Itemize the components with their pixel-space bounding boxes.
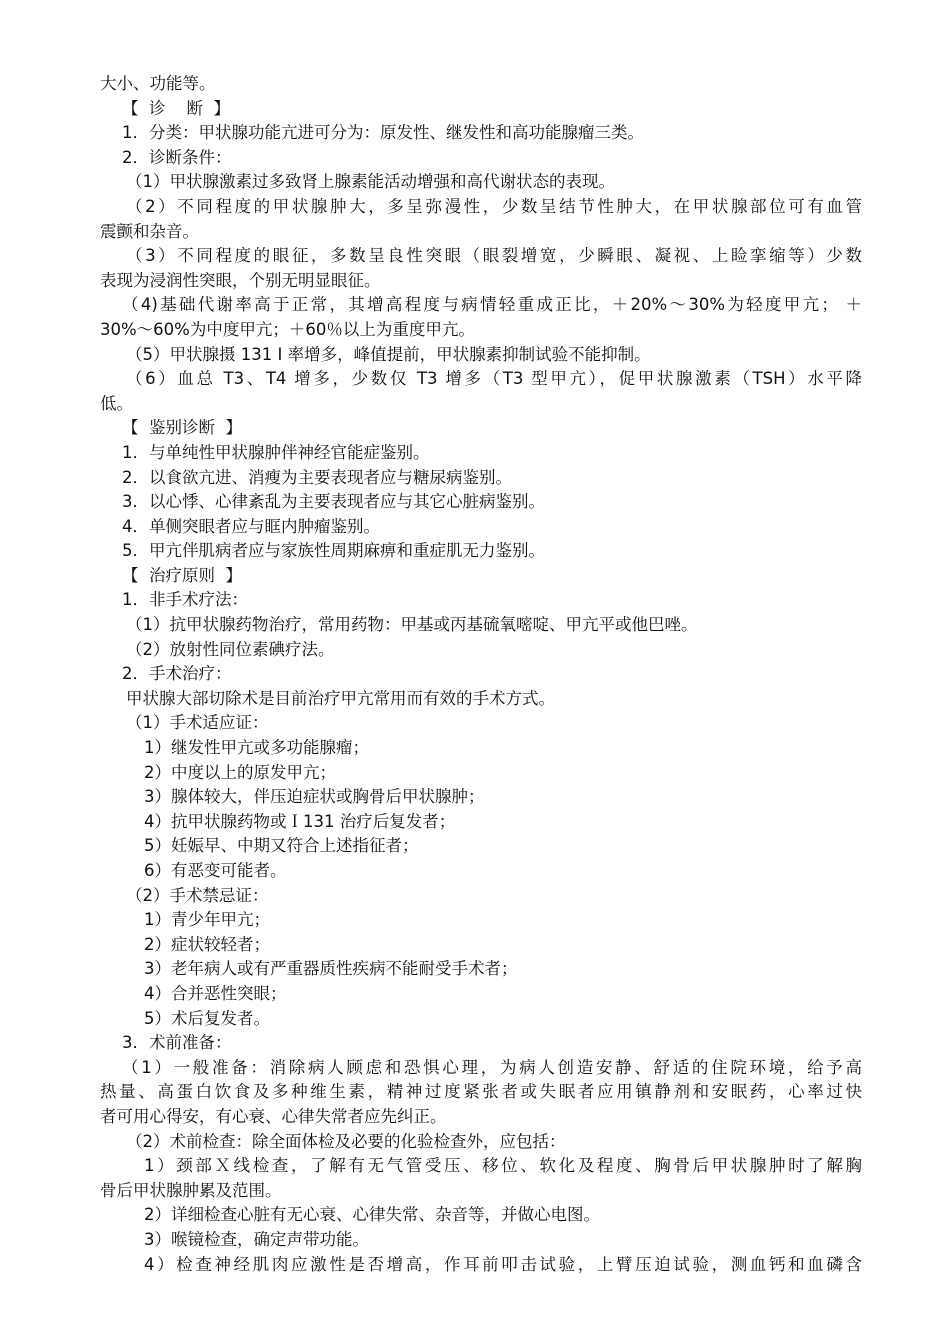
text-line: 3）喉镜检查，确定声带功能。 [144,1229,369,1249]
text-line: 1）青少年甲亢； [144,910,270,930]
text-line: 【 鉴别诊断 】 [122,418,242,438]
text-line: 1）颈部Ｘ线检查，了解有无气管受压、移位、软化及程度、胸骨后甲状腺肿时了解胸 [144,1156,862,1176]
text-line: 2．以食欲亢进、消瘦为主要表现者应与糖尿病鉴别。 [122,467,512,487]
text-line: 者可用心得安，有心衰、心律失常者应先纠正。 [100,1106,447,1126]
text-line: 2．手术治疗： [122,664,232,684]
text-line: 3．以心悸、心律紊乱为主要表现者应与其它心脏病鉴别。 [122,492,545,512]
text-line: 大小、功能等。 [100,74,216,93]
text-line: 热量、高蛋白饮食及多种维生素，精神过度紧张者或失眠者应用镇静剂和安眠药，心率过快 [100,1082,862,1102]
text-line: 5．甲亢伴肌病者应与家族性周期麻痹和重症肌无力鉴别。 [122,541,545,561]
text-line: 甲状腺大部切除术是目前治疗甲亢常用而有效的手术方式。 [126,688,555,708]
text-line: 3）老年病人或有严重器质性疾病不能耐受手术者； [144,959,518,979]
text-line: （5）甲状腺摄 131 I 率增多，峰值提前，甲状腺素抑制试验不能抑制。 [126,344,651,364]
text-line: 30%～60%为中度甲亢；＋60％以上为重度甲亢。 [100,319,475,339]
text-line: 1．非手术疗法： [122,590,248,610]
text-line: 1．分类：甲状腺功能亢进可分为：原发性、继发性和高功能腺瘤三类。 [122,123,644,143]
text-line: 【 诊 断 】 [122,98,230,118]
text-line: （2）不同程度的甲状腺肿大，多呈弥漫性，少数呈结节性肿大，在甲状腺部位可有血管 [126,196,862,216]
text-line: 1）继发性甲亢或多功能腺瘤； [144,738,369,758]
text-line: 3）腺体较大，伴压迫症状或胸骨后甲状腺肿； [144,787,485,807]
text-line: （1）手术适应证： [126,713,269,733]
text-line: 1．与单纯性甲状腺肿伴神经官能症鉴别。 [122,442,430,462]
text-line: 2．诊断条件： [122,147,232,167]
text-line: （3）不同程度的眼征，多数呈良性突眼（眼裂增宽，少瞬眼、凝视、上睑挛缩等）少数 [126,246,862,266]
text-line: 表现为浸润性突眼，个别无明显眼征。 [100,270,381,290]
text-line: （2）放射性同位素碘疗法。 [126,639,335,659]
text-line: 5）术后复发者。 [144,1008,270,1028]
text-line: 4．单侧突眼者应与眶内肿瘤鉴别。 [122,516,380,536]
text-line: 震颤和杂音。 [100,221,199,241]
text-line: （1）抗甲状腺药物治疗，常用药物：甲基或丙基硫氧嘧啶、甲亢平或他巴唑。 [126,615,698,635]
text-line: 2）详细检查心脏有无心衰、心律失常、杂音等，并做心电图。 [144,1205,600,1225]
text-line: （1）甲状腺激素过多致肾上腺素能活动增强和高代谢状态的表现。 [126,172,615,192]
text-line: 4）抗甲状腺药物或Ｉ131 治疗后复发者； [144,811,456,831]
text-line: 3．术前准备： [122,1033,232,1053]
text-line: （6）血总 T3、T4 增多，少数仅 T3 增多（T3 型甲亢），促甲状腺激素（TSH）水平降 [126,369,862,389]
text-line: （4)基础代谢率高于正常，其增高程度与病情轻重成正比，＋20%～30%为轻度甲亢； ＋ [122,295,862,315]
text-line: 【 治疗原则 】 [122,565,242,585]
text-line: 2）中度以上的原发甲亢； [144,762,336,782]
text-line: 低。 [100,393,133,413]
text-line: 6）有恶变可能者。 [144,861,287,880]
text-line: 5）妊娠早、中期又符合上述指征者； [144,836,419,856]
text-line: （2）手术禁忌证： [126,885,269,905]
text-line: 骨后甲状腺肿累及范围。 [100,1180,282,1200]
text-line: 4）合并恶性突眼； [144,983,287,1003]
text-line: 4）检查神经肌肉应激性是否增高，作耳前叩击试验，上臂压迫试验，测血钙和血磷含 [144,1254,862,1274]
text-line: 2）症状较轻者； [144,934,270,954]
text-line: （2）术前检查：除全面体检及必要的化验检查外，应包括： [126,1131,566,1151]
text-line: （1）一般准备：消除病人顾虑和恐惧心理，为病人创造安静、舒适的住院环境，给予高 [122,1057,862,1077]
document-body [100,72,862,1277]
